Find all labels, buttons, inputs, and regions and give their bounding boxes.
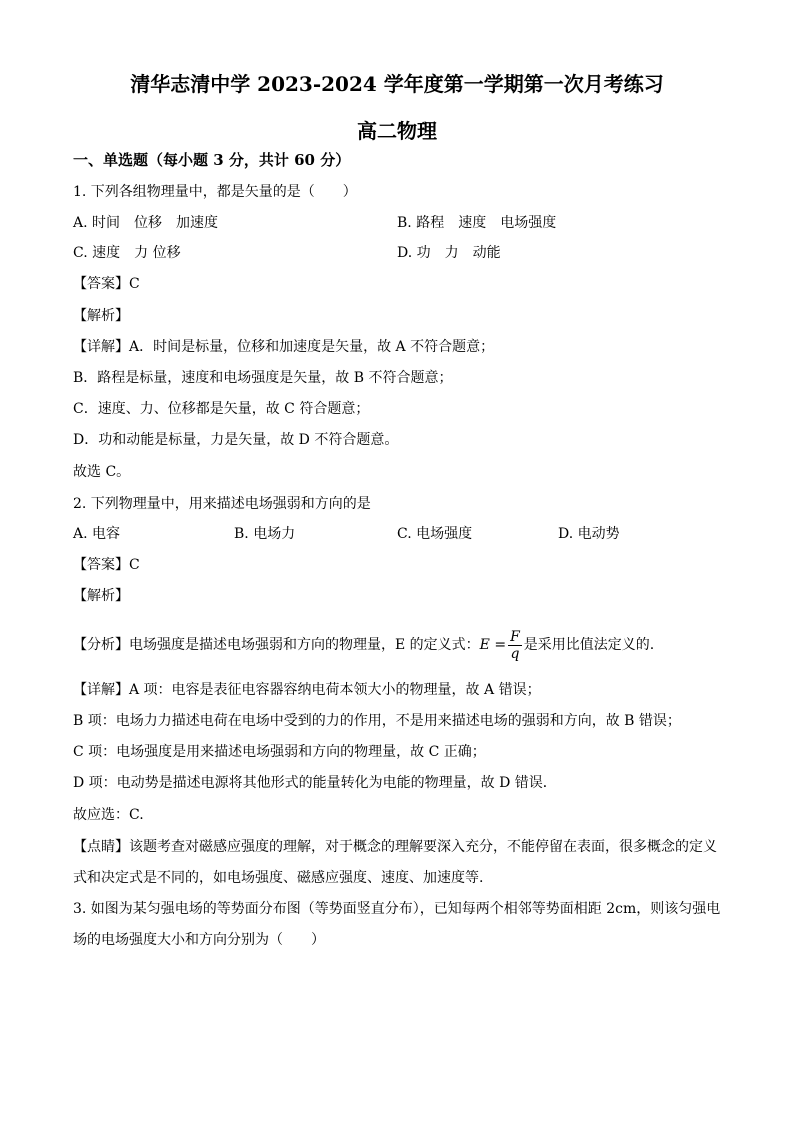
q1-analysis-label: 【解析】 (73, 308, 129, 324)
q1-detail-line: D．功和动能是标量，力是矢量，故 D 不符合题意。 (73, 432, 399, 448)
q2-option-a: A. 电容 (73, 526, 121, 542)
q2-fenxi (73, 626, 654, 664)
q1-option-d: D. 功 力 动能 (397, 245, 501, 261)
q2-dianjing-line: 式和决定式是不同的，如电场强度、磁感应强度、速度、加速度等. (73, 870, 484, 886)
q2-analysis-label: 【解析】 (73, 588, 129, 604)
q2-conclusion: 故应选：C. (73, 807, 144, 823)
q1-option-a: A. 时间 位移 加速度 (73, 215, 219, 231)
formula-fraction (508, 629, 522, 662)
q2-dianjing-line: 【点睛】该题考查对磁感应强度的理解，对于概念的理解要深入充分，不能停留在表面，很多概念的定义 (73, 839, 717, 855)
q2-option-b: B. 电场力 (234, 526, 296, 542)
q2-answer: 【答案】C (73, 557, 140, 573)
q2-detail-line: B 项：电场力力描述电荷在电场中受到的力的作用，不是用来描述电场的强弱和方向，故 B 错误； (73, 713, 681, 729)
formula-numerator: F (510, 628, 520, 645)
q1-stem: 1. 下列各组物理量中，都是矢量的是（ ） (73, 184, 357, 200)
q2-option-d: D. 电动势 (558, 526, 620, 542)
q1-option-c: C. 速度 力 位移 (73, 245, 181, 261)
exam-subtitle: 高二物理 (357, 119, 437, 143)
q2-option-c: C. 电场强度 (397, 526, 473, 542)
formula-lhs: E = (479, 637, 507, 653)
q1-detail-line: 【详解】A．时间是标量，位移和加速度是矢量，故 A 不符合题意； (73, 339, 495, 355)
q1-option-b: B. 路程 速度 电场强度 (397, 215, 557, 231)
q2-fenxi-text: 【分析】电场强度是描述电场强弱和方向的物理量，E 的定义式： (73, 637, 480, 653)
section-heading: 一、单选题（每小题 3 分，共计 60 分） (73, 151, 351, 169)
q2-detail-line: 【详解】A 项：电容是表征电容器容纳电荷本领大小的物理量，故 A 错误； (73, 682, 541, 698)
q2-fenxi-text-end: 是采用比值法定义的. (523, 637, 655, 653)
q2-stem: 2. 下列物理量中，用来描述电场强弱和方向的是 (73, 496, 371, 512)
q1-conclusion: 故选 C。 (73, 464, 131, 480)
q2-detail-line: C 项：电场强度是用来描述电场强弱和方向的物理量，故 C 正确； (73, 744, 486, 760)
q1-detail-line: B．路程是标量，速度和电场强度是矢量，故 B 不符合题意； (73, 370, 453, 386)
q2-detail-line: D 项：电动势是描述电源将其他形式的能量转化为电能的物理量，故 D 错误． (73, 775, 557, 791)
q1-detail-line: C．速度、力、位移都是矢量，故 C 符合题意； (73, 401, 370, 417)
q3-stem-line: 场的电场强度大小和方向分别为（ ） (73, 932, 325, 948)
formula-denominator: q (510, 645, 520, 662)
q3-stem-line: 3. 如图为某匀强电场的等势面分布图（等势面竖直分布），已知每两个相邻等势面相距 2cm，则该匀强电 (73, 901, 721, 917)
exam-title: 清华志清中学 2023-2024 学年度第一学期第一次月考练习 (130, 72, 664, 96)
q1-answer: 【答案】C (73, 276, 140, 292)
